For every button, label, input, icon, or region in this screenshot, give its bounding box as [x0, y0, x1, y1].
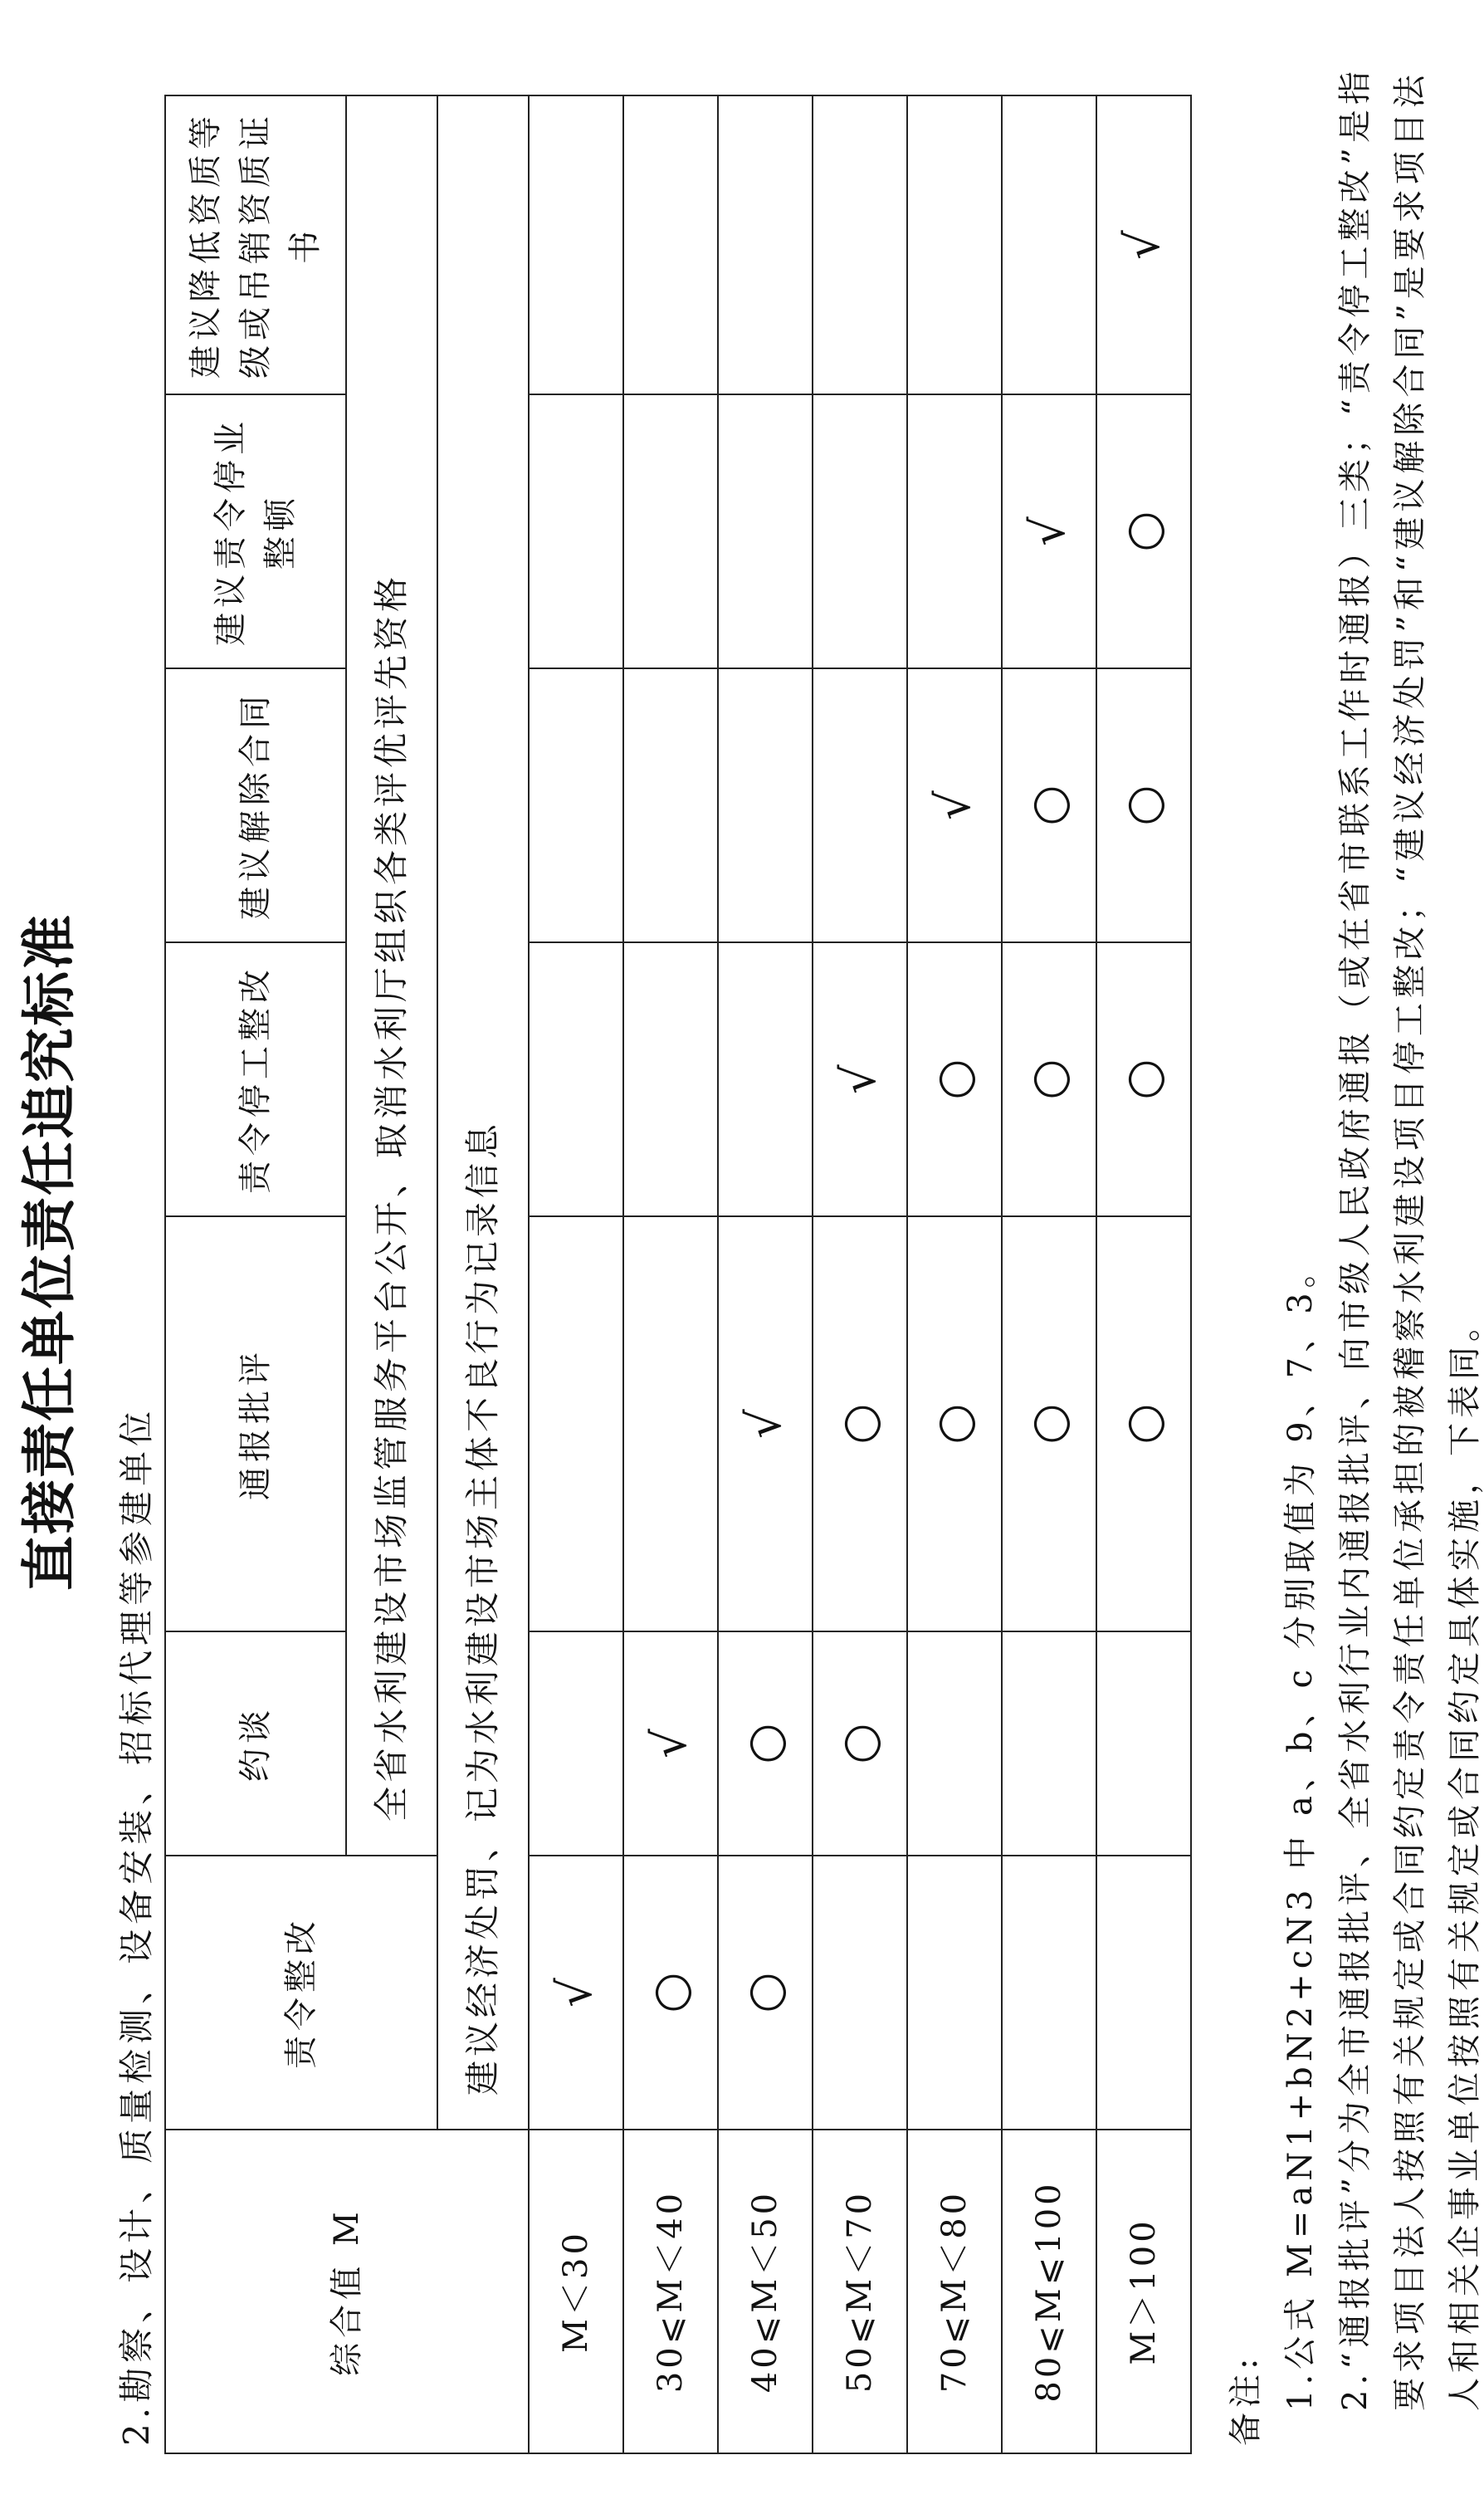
header-stop-work: 责令停工整改: [165, 942, 346, 1216]
cell-mark: [529, 1631, 623, 1856]
cell-mark: ○: [718, 1856, 813, 2130]
row-m-value: 70⩽M＜80: [907, 2130, 1002, 2453]
cell-mark: ○: [1096, 394, 1191, 668]
cell-mark: ○: [907, 942, 1002, 1216]
cell-mark: ○: [1096, 668, 1191, 942]
header-interview: 约谈: [165, 1631, 346, 1856]
cell-mark: √: [1096, 95, 1191, 394]
cell-mark: [623, 95, 718, 394]
table-row: [813, 95, 907, 2453]
cell-mark: √: [1002, 394, 1096, 668]
cell-mark: [718, 668, 813, 942]
cell-mark: [718, 942, 813, 1216]
table-row: [623, 95, 718, 2453]
cell-mark: [1002, 95, 1096, 394]
cell-mark: √: [529, 1856, 623, 2130]
span-row-public-disclosure: 全省水利建设市场监管服务平台公开、取消水利厅组织各类评优评先资格: [346, 95, 437, 1856]
section-subtitle: 2.勘察、设计、质量检测、设备安装、招标代理等参建单位: [116, 1406, 157, 2446]
cell-mark: ○: [813, 1216, 907, 1631]
cell-mark: [813, 95, 907, 394]
cell-mark: ○: [1002, 1216, 1096, 1631]
cell-mark: [907, 1631, 1002, 1856]
cell-mark: [718, 95, 813, 394]
header-suspend-business: 建议责令停业整顿: [165, 394, 346, 668]
cell-mark: [718, 394, 813, 668]
cell-mark: [813, 668, 907, 942]
cell-mark: √: [813, 942, 907, 1216]
cell-mark: ○: [623, 1856, 718, 2130]
cell-mark: [907, 1856, 1002, 2130]
header-composite-m: 综合值 M: [165, 2130, 529, 2453]
cell-mark: [529, 668, 623, 942]
cell-mark: √: [907, 668, 1002, 942]
header-downgrade-qualification: 建议降低资质等级或吊销资质证书: [165, 95, 346, 394]
row-m-value: M＜30: [529, 2130, 623, 2453]
cell-mark: [529, 942, 623, 1216]
cell-mark: [907, 95, 1002, 394]
cell-mark: ○: [813, 1631, 907, 1856]
cell-mark: √: [718, 1216, 813, 1631]
row-m-value: 40⩽M＜50: [718, 2130, 813, 2453]
notes-line-1: 1.公式 M=aN1+bN2+cN3 中 a、b、c 分别取值为 9、7、3。: [1281, 1250, 1320, 2411]
cell-mark: ○: [1002, 942, 1096, 1216]
cell-mark: ○: [1002, 668, 1096, 942]
cell-mark: √: [623, 1631, 718, 1856]
cell-mark: [1002, 1631, 1096, 1856]
row-m-value: 30⩽M＜40: [623, 2130, 718, 2453]
table-row: [1096, 95, 1191, 2453]
header-terminate-contract: 建议解除合同: [165, 668, 346, 942]
cell-mark: [1096, 1856, 1191, 2130]
span-row-economic-penalty: 建议经济处罚、记为水利建设市场主体不良行为记录信息: [437, 95, 529, 2130]
cell-mark: [1002, 1856, 1096, 2130]
row-m-value: 80⩽M⩽100: [1002, 2130, 1096, 2453]
cell-mark: ○: [907, 1216, 1002, 1631]
cell-mark: [623, 394, 718, 668]
cell-mark: [623, 1216, 718, 1631]
row-m-value: 50⩽M＜70: [813, 2130, 907, 2453]
cell-mark: [529, 1216, 623, 1631]
header-rectify: 责令整改: [165, 1856, 437, 2130]
cell-mark: [623, 668, 718, 942]
cell-mark: ○: [1096, 942, 1191, 1216]
document-title: 直接责任单位责任追究标准: [17, 913, 81, 1591]
notes-section: [1218, 38, 1484, 2446]
table-row: [1002, 95, 1096, 2453]
notes-heading: 备注:: [1227, 2353, 1265, 2446]
cell-mark: [813, 394, 907, 668]
table-row: [718, 95, 813, 2453]
header-circular-criticism: 通报批评: [165, 1216, 346, 1631]
notes-line-2: 2.“通报批评”分为全市通报批评、全省水利行业内通报批评、向市级人民政府通报（或在省市联系工作时通报）三类；“责令停工整改”是指要求项目法人按照有关规定或合同约定责令责任单位承担的被稽察水利建设项目停工整改；“建议经济处罚”和“建议解除合同”是要求项目法人和相关企事业单位按照有关规定或合同约定具体实施，下表同。: [1336, 66, 1484, 2411]
table-row: [907, 95, 1002, 2453]
cell-mark: [529, 394, 623, 668]
cell-mark: ○: [1096, 1216, 1191, 1631]
cell-mark: [529, 95, 623, 394]
row-m-value: M＞100: [1096, 2130, 1191, 2453]
table-row: [529, 95, 623, 2453]
cell-mark: ○: [718, 1631, 813, 1856]
accountability-table: [164, 95, 1192, 2454]
cell-mark: [813, 1856, 907, 2130]
cell-mark: [907, 394, 1002, 668]
cell-mark: [623, 942, 718, 1216]
cell-mark: [1096, 1631, 1191, 1856]
